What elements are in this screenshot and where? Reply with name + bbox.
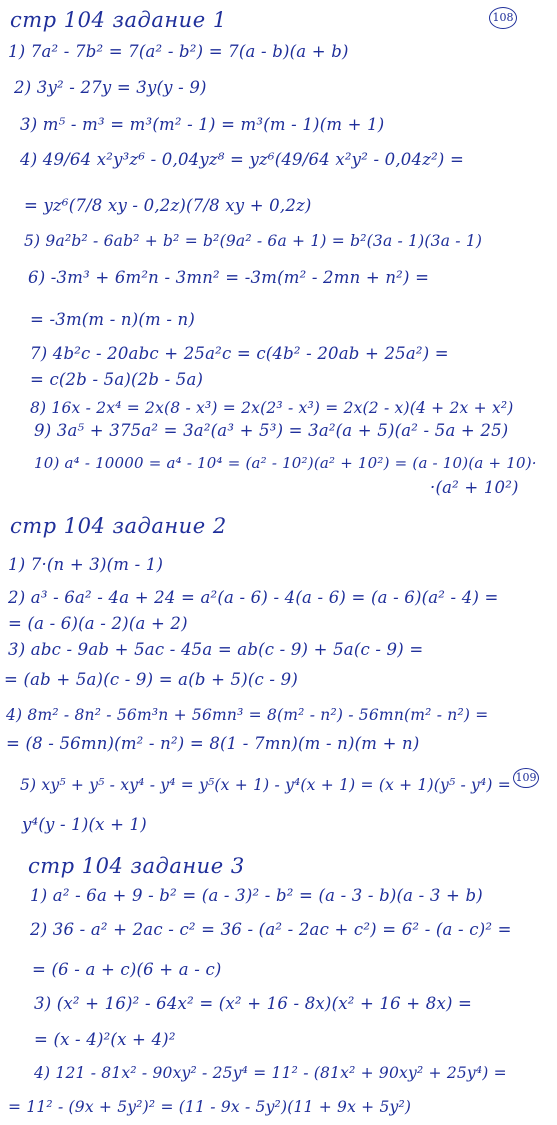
page-number-badge: 108 — [489, 7, 517, 29]
equation-line: 10) a⁴ - 10000 = a⁴ - 10⁴ = (a² - 10²)(a² + 10²) = (a - 10)(a + 10)· — [34, 454, 537, 472]
equation-line: 2) 36 - a² + 2ac - c² = 36 - (a² - 2ac + c²) = 6² - (a - c)² = — [30, 920, 512, 939]
equation-line: ·(a² + 10²) — [430, 478, 519, 497]
equation-line: 2) a³ - 6a² - 4a + 24 = a²(a - 6) - 4(a - 6) = (a - 6)(a² - 4) = — [8, 588, 499, 607]
equation-line: = 11² - (9x + 5y²)² = (11 - 9x - 5y²)(11 + 9x + 5y²) — [8, 1098, 412, 1116]
equation-line: 7) 4b²c - 20abc + 25a²c = c(4b² - 20ab + 25a²) = — [30, 344, 449, 363]
section-heading: стр 104 задание 1 — [10, 8, 227, 32]
equation-line: 3) (x² + 16)² - 64x² = (x² + 16 - 8x)(x² + 16 + 8x) = — [34, 994, 473, 1013]
section-heading: стр 104 задание 3 — [28, 854, 245, 878]
page-number-badge: 109 — [513, 768, 539, 788]
equation-line: = yz⁶(7/8 xy - 0,2z)(7/8 xy + 0,2z) — [24, 196, 312, 215]
equation-line: 3) m⁵ - m³ = m³(m² - 1) = m³(m - 1)(m + 1) — [20, 115, 385, 134]
equation-line: 8) 16x - 2x⁴ = 2x(8 - x³) = 2x(2³ - x³) = 2x(2 - x)(4 + 2x + x²) — [30, 399, 514, 417]
equation-line: 5) 9a²b² - 6ab² + b² = b²(9a² - 6a + 1) = b²(3a - 1)(3a - 1) — [24, 232, 483, 250]
equation-line: 5) xy⁵ + y⁵ - xy⁴ - y⁴ = y⁵(x + 1) - y⁴(x + 1) = (x + 1)(y⁵ - y⁴) = — [20, 776, 511, 794]
equation-line: = (x - 4)²(x + 4)² — [34, 1030, 176, 1049]
equation-line: 9) 3a⁵ + 375a² = 3a²(a³ + 5³) = 3a²(a + 5)(a² - 5a + 25) — [34, 421, 509, 440]
equation-line: = -3m(m - n)(m - n) — [30, 310, 196, 329]
equation-line: = (8 - 56mn)(m² - n²) = 8(1 - 7mn)(m - n)(m + n) — [6, 734, 420, 753]
equation-line: 3) abc - 9ab + 5ac - 45a = ab(c - 9) + 5a(c - 9) = — [8, 640, 424, 659]
equation-line: 4) 121 - 81x² - 90xy² - 25y⁴ = 11² - (81x² + 90xy² + 25y⁴) = — [34, 1064, 507, 1082]
equation-line: 4) 8m² - 8n² - 56m³n + 56mn³ = 8(m² - n²) - 56mn(m² - n²) = — [6, 706, 489, 724]
equation-line: = (6 - a + c)(6 + a - c) — [32, 960, 222, 979]
equation-line: y⁴(y - 1)(x + 1) — [22, 815, 147, 834]
equation-line: = c(2b - 5a)(2b - 5a) — [30, 370, 204, 389]
equation-line: 4) 49/64 x²y³z⁶ - 0,04yz⁸ = yz⁶(49/64 x²y² - 0,04z²) = — [20, 150, 465, 169]
equation-line: = (ab + 5a)(c - 9) = a(b + 5)(c - 9) — [4, 670, 298, 689]
equation-line: 6) -3m³ + 6m²n - 3mn² = -3m(m² - 2mn + n²) = — [28, 268, 430, 287]
equation-line: 1) 7a² - 7b² = 7(a² - b²) = 7(a - b)(a + b) — [8, 42, 349, 61]
equation-line: = (a - 6)(a - 2)(a + 2) — [8, 614, 188, 633]
section-heading: стр 104 задание 2 — [10, 514, 227, 538]
equation-line: 1) a² - 6a + 9 - b² = (a - 3)² - b² = (a - 3 - b)(a - 3 + b) — [30, 886, 483, 905]
equation-line: 1) 7·(n + 3)(m - 1) — [8, 555, 164, 574]
equation-line: 2) 3y² - 27y = 3y(y - 9) — [14, 78, 207, 97]
